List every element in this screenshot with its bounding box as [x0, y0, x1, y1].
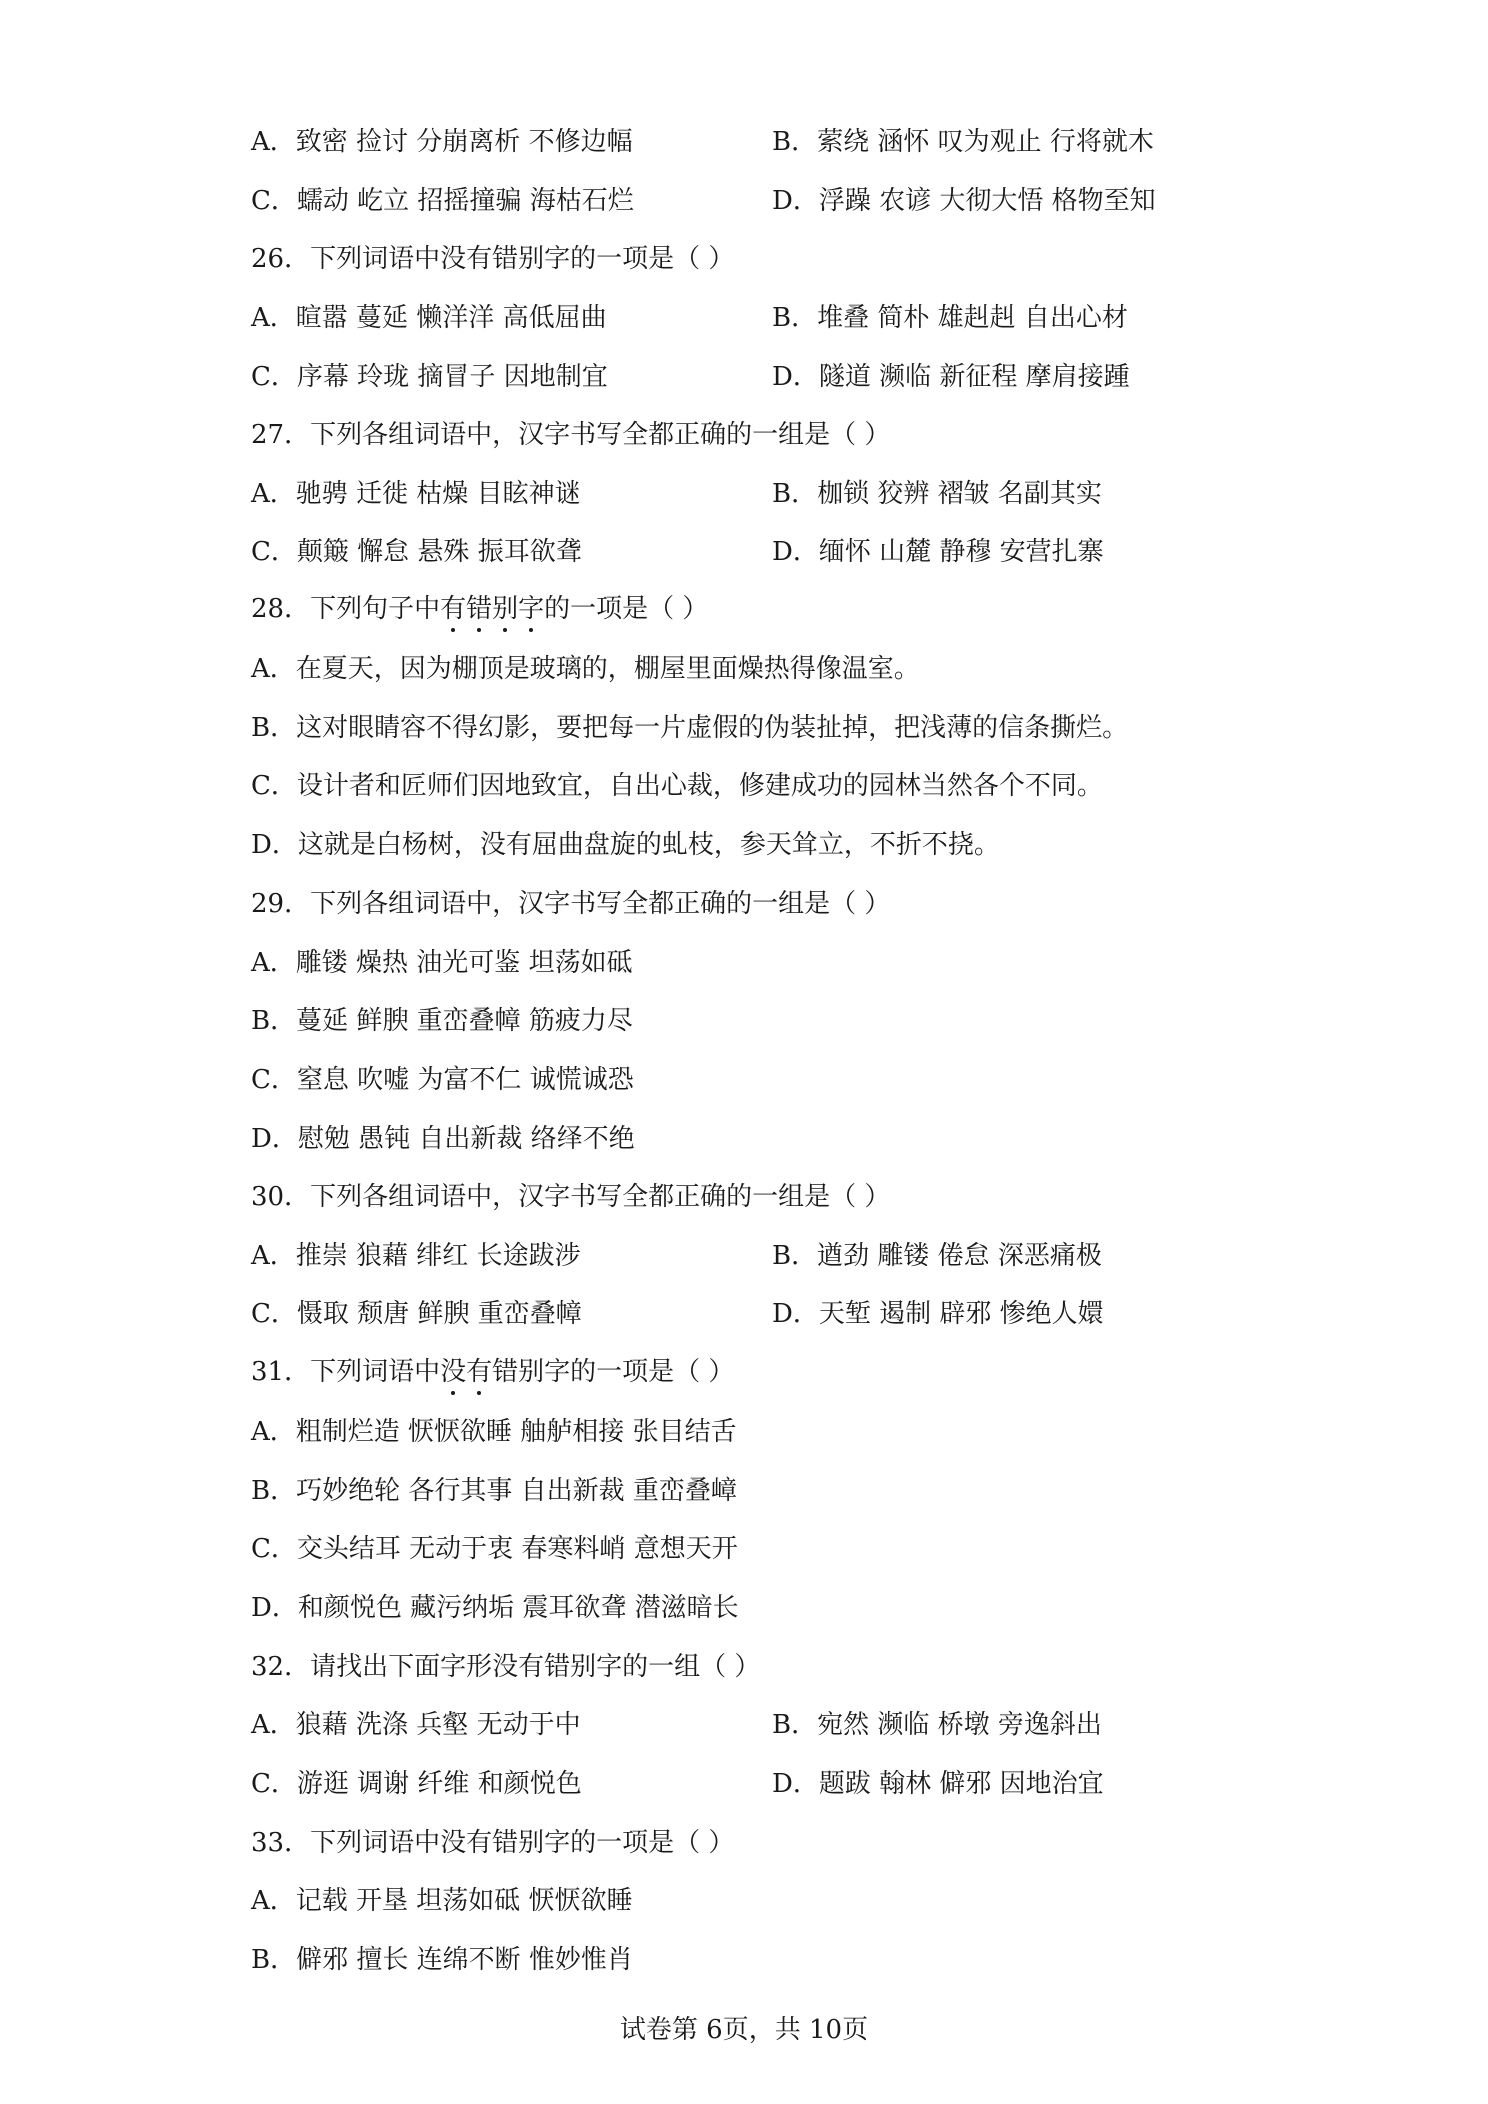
q26-option-a: A．暄嚣 蔓延 懒洋洋 高低屈曲 — [251, 303, 607, 333]
q29-stem: 29．下列各组词语中，汉字书写全都正确的一组是（ ） — [251, 889, 891, 919]
q31-emphasis-char: 有 — [466, 1357, 493, 1387]
q26-stem: 26．下列词语中没有错别字的一项是（ ） — [251, 244, 735, 274]
q31-stem — [251, 1356, 734, 1388]
q28-stem — [251, 593, 708, 625]
q31-option-a: A．粗制烂造 恹恹欲睡 舳舻相接 张目结舌 — [251, 1417, 737, 1447]
q27-option-d: D．缅怀 山麓 静穆 安营扎寨 — [772, 537, 1104, 567]
q30-option-a: A．推崇 狼藉 绯红 长途跋涉 — [251, 1241, 581, 1271]
q29-option-a: A．雕镂 燥热 油光可鉴 坦荡如砥 — [251, 948, 633, 978]
q31-option-d: D．和颜悦色 藏污纳垢 震耳欲聋 潜滋暗长 — [251, 1593, 739, 1623]
q28-emphasis-char: 有 — [440, 594, 467, 624]
q25-option-a: A．致密 捡讨 分崩离析 不修边幅 — [251, 127, 633, 157]
q28-stem-suffix: 的一项是（ ） — [544, 594, 709, 624]
q32-option-b: B．宛然 濒临 桥墩 旁逸斜出 — [772, 1710, 1102, 1740]
q31-stem-prefix: 31．下列词语中 — [251, 1357, 441, 1387]
q28-option-b: B．这对眼睛容不得幻影，要把每一片虚假的伪装扯掉，把浅薄的信条撕烂。 — [251, 713, 1129, 743]
q32-option-d: D．题跋 翰林 僻邪 因地治宜 — [772, 1769, 1104, 1799]
q32-stem: 32．请找出下面字形没有错别字的一组（ ） — [251, 1652, 761, 1682]
q29-option-d: D．慰勉 愚钝 自出新裁 络绎不绝 — [251, 1124, 635, 1154]
q25-option-d: D．浮躁 农谚 大彻大悟 格物至知 — [772, 186, 1156, 216]
q26-option-c: C．序幕 玲珑 摘冒子 因地制宜 — [251, 362, 608, 392]
q25-option-c: C．蠕动 屹立 招摇撞骗 海枯石烂 — [251, 186, 634, 216]
q31-option-c: C．交头结耳 无动于衷 春寒料峭 意想天开 — [251, 1534, 738, 1564]
q28-emphasis-char: 字 — [518, 594, 545, 624]
q30-stem: 30．下列各组词语中，汉字书写全都正确的一组是（ ） — [251, 1182, 891, 1212]
q27-option-b: B．枷锁 狡辨 褶皱 名副其实 — [772, 479, 1102, 509]
q27-option-a: A．驰骋 迁徙 枯燥 目眩神谜 — [251, 479, 581, 509]
q28-emphasis-char: 别 — [492, 594, 519, 624]
q30-option-d: D．天堑 遏制 辟邪 惨绝人嬛 — [772, 1299, 1104, 1329]
q30-option-b: B．遒劲 雕镂 倦怠 深恶痛极 — [772, 1241, 1102, 1271]
q33-option-a: A．记载 开垦 坦荡如砥 恹恹欲睡 — [251, 1886, 633, 1916]
q29-option-b: B．蔓延 鲜腴 重峦叠幛 筋疲力尽 — [251, 1006, 633, 1036]
q31-option-b: B．巧妙绝轮 各行其事 自出新裁 重峦叠嶂 — [251, 1476, 737, 1506]
q27-stem: 27．下列各组词语中，汉字书写全都正确的一组是（ ） — [251, 420, 891, 450]
q30-option-c: C．慑取 颓唐 鲜腴 重峦叠幛 — [251, 1299, 582, 1329]
q25-option-b: B．萦绕 涵怀 叹为观止 行将就木 — [772, 127, 1154, 157]
q31-stem-suffix: 错别字的一项是（ ） — [492, 1357, 735, 1387]
q27-option-c: C．颠簸 懈怠 悬殊 振耳欲聋 — [251, 537, 582, 567]
q28-stem-prefix: 28．下列句子中 — [251, 594, 441, 624]
q32-option-a: A．狼藉 洗涤 兵壑 无动于中 — [251, 1710, 581, 1740]
q31-emphasis-char: 没 — [440, 1357, 467, 1387]
q33-option-b: B．僻邪 擅长 连绵不断 惟妙惟肖 — [251, 1945, 633, 1975]
q33-stem: 33．下列词语中没有错别字的一项是（ ） — [251, 1828, 735, 1858]
q26-option-b: B．堆叠 简朴 雄赳赳 自出心材 — [772, 303, 1128, 333]
q29-option-c: C．窒息 吹嘘 为富不仁 诚慌诚恐 — [251, 1065, 634, 1095]
page-footer: 试卷第 6页，共 10页 — [619, 2015, 869, 2045]
q28-emphasis-char: 错 — [466, 594, 493, 624]
q28-option-a: A．在夏天，因为棚顶是玻璃的，棚屋里面燥热得像温室。 — [251, 654, 920, 684]
q26-option-d: D．隧道 濒临 新征程 摩肩接踵 — [772, 362, 1130, 392]
q28-option-c: C．设计者和匠师们因地致宜，自出心裁，修建成功的园林当然各个不同。 — [251, 771, 1103, 801]
q28-option-d: D．这就是白杨树，没有屈曲盘旋的虬枝，参天耸立，不折不挠。 — [251, 830, 1000, 860]
q32-option-c: C．游逛 调谢 纤维 和颜悦色 — [251, 1769, 582, 1799]
